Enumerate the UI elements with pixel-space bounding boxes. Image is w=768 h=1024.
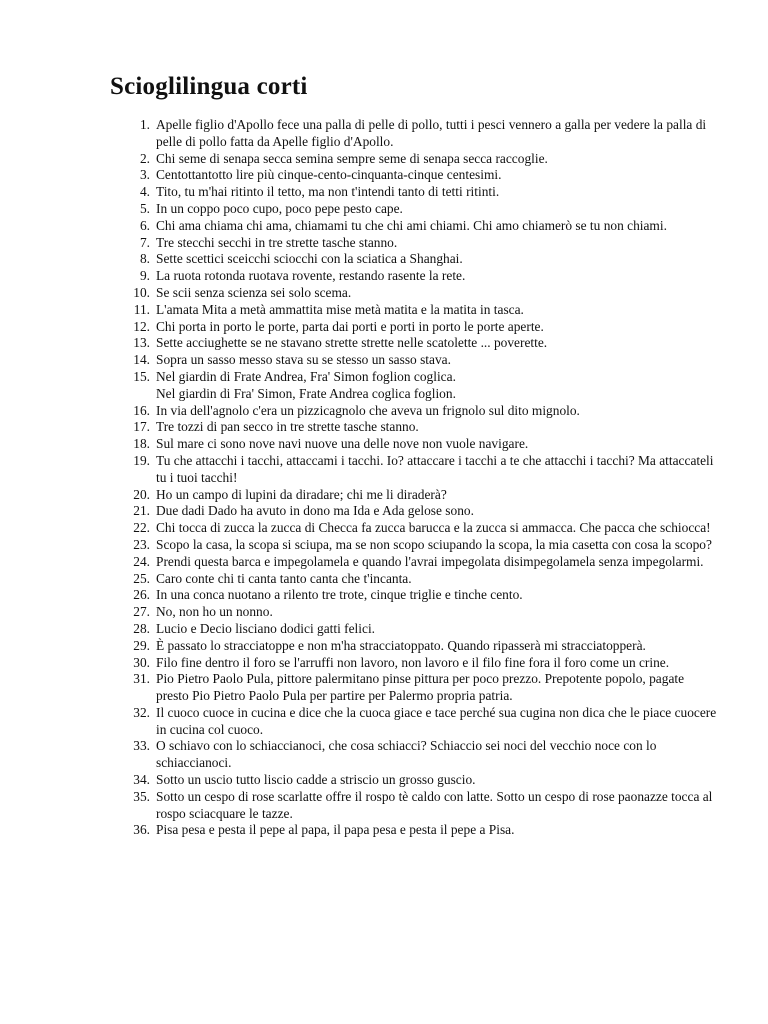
list-item [110, 789, 718, 823]
item-number: 23. [133, 536, 150, 552]
list-item [110, 319, 718, 336]
item-text: La ruota rotonda ruotava rovente, restando rasente la rete. [156, 268, 466, 284]
item-text: Scopo la casa, la scopa si sciupa, ma se non scopo sciupando la scopa, la mia casetta con cosa la scopo? [156, 536, 712, 552]
list-item [110, 537, 718, 554]
item-number: 29. [133, 637, 150, 653]
item-text: Tito, tu m'hai ritinto il tetto, ma non t'intendi tanto di tetti ritinti. [156, 184, 500, 200]
item-number: 33. [133, 738, 150, 754]
item-number: 18. [133, 436, 150, 452]
item-text: Tre stecchi secchi in tre strette tasche stanno. [156, 234, 398, 250]
item-number: 1. [139, 117, 150, 132]
item-number: 21. [133, 503, 150, 519]
item-number: 34. [133, 772, 150, 788]
list-item [110, 487, 718, 504]
item-number: 30. [133, 654, 150, 670]
item-number: 27. [133, 604, 150, 620]
item-number: 20. [133, 486, 150, 502]
item-text: È passato lo stracciatoppe e non m'ha stracciatoppato. Quando ripasserà mi stracciatopperà. [156, 637, 646, 653]
item-text: Tu che attacchi i tacchi, attaccami i tacchi. Io? attaccare i tacchi a te che attacchi i tacchi? Ma attaccateli tu i tuoi tacchi! [156, 452, 714, 485]
item-number: 3. [139, 167, 150, 183]
item-text: Chi porta in porto le porte, parta dai porti e porti in porto le porte aperte. [156, 318, 544, 334]
item-number: 13. [133, 335, 150, 351]
item-text: Nel giardin di Frate Andrea, Fra' Simon foglion coglica. [156, 368, 456, 384]
item-text-second-line: Nel giardin di Fra' Simon, Frate Andrea coglica foglion. [156, 385, 456, 401]
item-text: Centottantotto lire più cinque-cento-cinquanta-cinque centesimi. [156, 167, 502, 183]
page-title: Scioglilingua corti [110, 73, 308, 100]
list-item [110, 520, 718, 537]
item-text: Chi ama chiama chi ama, chiamami tu che chi ami chiami. Chi amo chiamerò se tu non chiami. [156, 217, 667, 233]
list-item [110, 285, 718, 302]
list-item [110, 335, 718, 352]
item-text: Chi tocca di zucca la zucca di Checca fa zucca barucca e la zucca si ammacca. Che pacca che schiocca! [156, 520, 711, 536]
item-number: 9. [139, 268, 150, 284]
item-number: 7. [139, 234, 150, 250]
list-item [110, 738, 718, 772]
item-text: No, non ho un nonno. [156, 604, 273, 620]
item-number: 19. [133, 452, 150, 468]
item-text: Pisa pesa e pesta il pepe al papa, il papa pesa e pesta il pepe a Pisa. [156, 822, 515, 838]
item-number: 16. [133, 402, 150, 418]
item-number: 36. [133, 822, 150, 838]
item-text: Lucio e Decio lisciano dodici gatti felici. [156, 620, 376, 636]
item-number: 17. [133, 419, 150, 435]
item-text: In un coppo poco cupo, poco pepe pesto cape. [156, 200, 403, 216]
item-number: 4. [139, 184, 150, 200]
list-item [110, 302, 718, 319]
list-item [110, 419, 718, 436]
item-text: Sette scettici sceicchi sciocchi con la sciatica a Shanghai. [156, 251, 463, 267]
item-text: Tre tozzi di pan secco in tre strette tasche stanno. [156, 419, 419, 435]
item-text: Pio Pietro Paolo Pula, pittore palermitano pinse pittura per poco prezzo. Prepotente popolo, pagate presto Pio Pietro Paolo Pula per partire per Palermo propria patria. [156, 671, 685, 704]
item-text: Se scii senza scienza sei solo scema. [156, 284, 352, 300]
item-number: 12. [133, 318, 150, 334]
list-item [110, 268, 718, 285]
list-item [110, 587, 718, 604]
item-text: Sopra un sasso messo stava su se stesso un sasso stava. [156, 352, 451, 368]
item-number: 24. [133, 553, 150, 569]
item-text: Il cuoco cuoce in cucina e dice che la cuoca giace e tace perché sua cugina non dica che le piace cuocere in cucina col cuoco. [156, 704, 717, 737]
item-number: 22. [133, 520, 150, 536]
list-item [110, 638, 718, 655]
item-number: 14. [133, 352, 150, 368]
item-number: 5. [139, 200, 150, 216]
item-number: 26. [133, 587, 150, 603]
item-text: Apelle figlio d'Apollo fece una palla di pelle di pollo, tutti i pesci vennero a galla per vedere la palla di pelle di pollo fatta da Apelle figlio d'Apollo. [156, 117, 707, 149]
list-item [110, 671, 718, 705]
list-item [110, 503, 718, 520]
item-text: Ho un campo di lupini da diradare; chi me li diraderà? [156, 486, 447, 502]
item-number: 2. [139, 150, 150, 166]
item-text: Prendi questa barca e impegolamela e quando l'avrai impegolata disimpegolamela senza impegolarmi. [156, 553, 704, 569]
item-number: 25. [133, 570, 150, 586]
item-text: L'amata Mita a metà ammattita mise metà matita e la matita in tasca. [156, 301, 524, 317]
list-item [110, 604, 718, 621]
list-item [110, 117, 718, 151]
item-text: Filo fine dentro il foro se l'arruffi non lavoro, non lavoro e il filo fine fora il foro come un crine. [156, 654, 670, 670]
list-item [110, 822, 718, 839]
list-item [110, 167, 718, 184]
list-item [110, 554, 718, 571]
list-item [110, 184, 718, 201]
list-item [110, 621, 718, 638]
item-number: 8. [139, 251, 150, 267]
item-number: 10. [133, 284, 150, 300]
item-number: 28. [133, 620, 150, 636]
list-item [110, 369, 718, 403]
item-text: O schiavo con lo schiaccianoci, che cosa schiacci? Schiaccio sei noci del vecchio noce con lo schiaccianoci. [156, 738, 657, 771]
item-text: Due dadi Dado ha avuto in dono ma Ida e Ada gelose sono. [156, 503, 474, 519]
item-text: Caro conte chi ti canta tanto canta che t'incanta. [156, 570, 412, 586]
item-text: Sotto un uscio tutto liscio cadde a striscio un grosso guscio. [156, 772, 476, 788]
tongue-twister-list [110, 117, 718, 839]
item-text: Sette acciughette se ne stavano strette strette nelle scatolette ... poverette. [156, 335, 548, 351]
item-text: Chi seme di senapa secca semina sempre seme di senapa secca raccoglie. [156, 150, 548, 166]
item-number: 35. [133, 788, 150, 804]
list-item [110, 235, 718, 252]
list-item [110, 705, 718, 739]
list-item [110, 403, 718, 420]
list-item [110, 151, 718, 168]
list-item [110, 251, 718, 268]
list-item [110, 201, 718, 218]
list-item [110, 218, 718, 235]
list-item [110, 453, 718, 487]
item-number: 32. [133, 704, 150, 720]
list-item [110, 571, 718, 588]
list-item [110, 436, 718, 453]
item-number: 31. [133, 671, 150, 687]
list-item [110, 655, 718, 672]
list-item [110, 772, 718, 789]
list-item [110, 352, 718, 369]
item-text: Sul mare ci sono nove navi nuove una delle nove non vuole navigare. [156, 436, 529, 452]
item-text: In una conca nuotano a rilento tre trote, cinque triglie e tinche cento. [156, 587, 523, 603]
item-number: 15. [133, 368, 150, 384]
item-number: 11. [133, 301, 150, 317]
item-text: In via dell'agnolo c'era un pizzicagnolo che aveva un frignolo sul dito mignolo. [156, 402, 580, 418]
item-number: 6. [139, 217, 150, 233]
item-text: Sotto un cespo di rose scarlatte offre il rospo tè caldo con latte. Sotto un cespo di rose paonazze tocca al rospo sciacquare le tazze. [156, 788, 713, 821]
